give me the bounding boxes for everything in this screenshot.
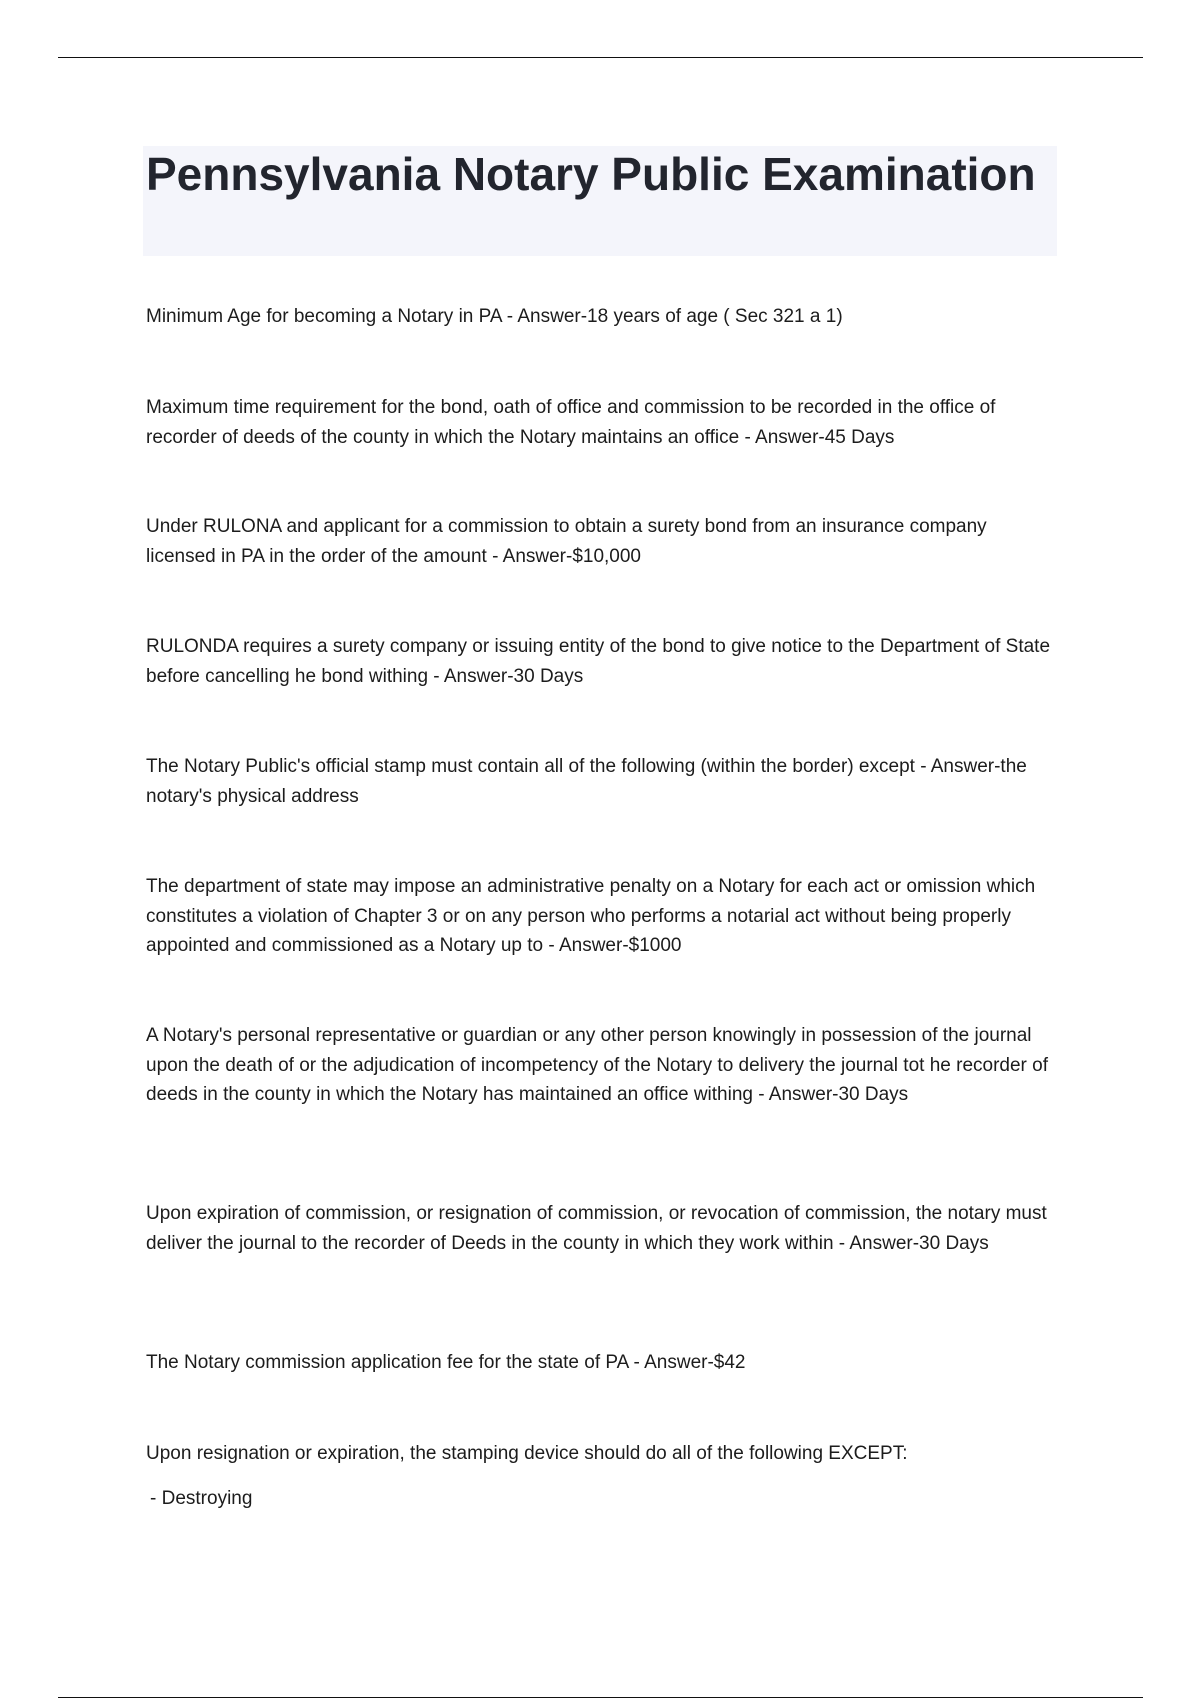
qa-item-9: The Notary commission application fee for the state of PA - Answer-$42 <box>146 1352 746 1373</box>
page-title: Pennsylvania Notary Public Examination <box>146 148 1036 200</box>
bottom-rule <box>58 1697 1143 1698</box>
qa-item-8: Upon expiration of commission, or resignation of commission, or revocation of commission, the notary must deliver the journal to the recorder of Deeds in the county in which they work within - Answer-30 Days <box>146 1203 1047 1254</box>
qa-item-2: Maximum time requirement for the bond, oath of office and commission to be recorded in the office of recorder of deeds of the county in which the Notary maintains an office - Answer-45 Days <box>146 397 996 448</box>
qa-item-7: A Notary's personal representative or guardian or any other person knowingly in possession of the journal upon the death of or the adjudication of incompetency of the Notary to delivery the journal tot he recorder of deeds in the county in which the Notary has maintained an office withing - Answer-30 Days <box>146 1025 1048 1105</box>
qa-item-10-option: - Destroying <box>150 1488 253 1509</box>
qa-item-6: The department of state may impose an administrative penalty on a Notary for each act or omission which constitutes a violation of Chapter 3 or on any person who performs a notarial act without being properly appointed and commissioned as a Notary up to - Answer-$1000 <box>146 876 1036 956</box>
qa-item-4: RULONDA requires a surety company or issuing entity of the bond to give notice to the Department of State before cancelling he bond withing - Answer-30 Days <box>146 636 1051 687</box>
top-rule <box>58 57 1143 58</box>
qa-item-5: The Notary Public's official stamp must contain all of the following (within the border) except - Answer-the notary's physical address <box>146 756 1027 807</box>
qa-item-10: Upon resignation or expiration, the stamping device should do all of the following EXCEPT: <box>146 1443 908 1464</box>
qa-item-1: Minimum Age for becoming a Notary in PA - Answer-18 years of age ( Sec 321 a 1) <box>146 306 843 327</box>
qa-item-3: Under RULONA and applicant for a commission to obtain a surety bond from an insurance company licensed in PA in the order of the amount - Answer-$10,000 <box>146 516 987 567</box>
